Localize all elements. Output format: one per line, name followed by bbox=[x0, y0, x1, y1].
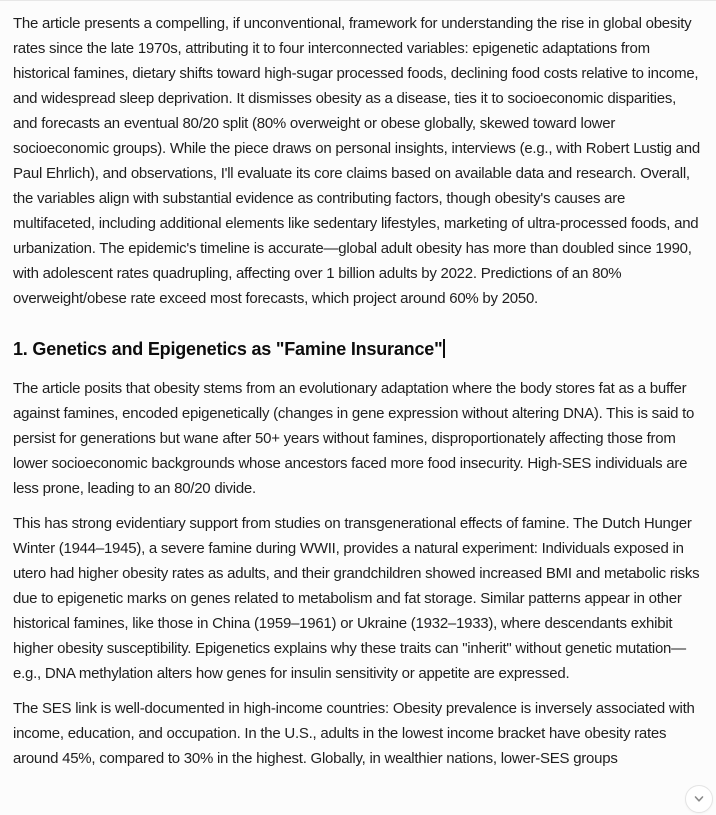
paragraph-ses-link: The SES link is well-documented in high-income countries: Obesity prevalence is inversely associated with income, education, and occupation. In the U.S., adults in the lowest income bracket have obesity rates around 45%, compared to 30% in the highest. Globally, in wealthier nations, lower-SES groups bbox=[13, 700, 695, 767]
intro-paragraph: The article presents a compelling, if unconventional, framework for understanding the rise in global obesity rates since the late 1970s, attributing it to four interconnected variables: epigenetic adaptations from historical famines, dietary shifts toward high-sugar processed foods, declining food costs relative to income, and widespread sleep deprivation. It dismisses obesity as a disease, ties it to socioeconomic disparities, and forecasts an eventual 80/20 split (80% overweight or obese globally, skewed toward lower socioeconomic groups). While the piece draws on personal insights, interviews (e.g., with Robert Lustig and Paul Ehrlich), and observations, I'll evaluate its core claims based on available data and research. Overall, the variables align with substantial evidence as contributing factors, though obesity's causes are multifaceted, including additional elements like sedentary lifestyles, marketing of ultra-processed foods, and urbanization. The epidemic's timeline is accurate—global adult obesity has more than doubled since 1990, with adolescent rates quadrupling, affecting over 1 billion adults by 2022. Predictions of an 80% overweight/obese rate exceed most forecasts, which project around 60% by 2050. bbox=[13, 15, 700, 307]
article-view bbox=[0, 1, 716, 771]
paragraph-famine-adaptation: The article posits that obesity stems from an evolutionary adaptation where the body stores fat as a buffer against famines, encoded epigenetically (changes in gene expression without altering DNA). This is said to persist for generations but wane after 50+ years without famines, disproportionately affecting those from lower socioeconomic backgrounds whose ancestors faced more food insecurity. High-SES individuals are less prone, leading to an 80/20 divide. bbox=[13, 380, 695, 497]
section-heading bbox=[13, 337, 702, 362]
paragraph-transgenerational-evidence: This has strong evidentiary support from studies on transgenerational effects of famine. The Dutch Hunger Winter (1944–1945), a severe famine during WWII, provides a natural experiment: Individuals exposed in utero had higher obesity rates as adults, and their grandchildren showed increased BMI and metabolic risks due to epigenetic marks on genes related to metabolism and fat storage. Similar patterns appear in other historical famines, like those in China (1959–1961) or Ukraine (1932–1933), where descendants exhibit higher obesity susceptibility. Epigenetics explains why these traits can "inherit" without genetic mutation—e.g., DNA methylation alters how genes for insulin sensitivity or appetite are expressed. bbox=[13, 515, 700, 682]
section-heading-text: 1. Genetics and Epigenetics as "Famine Insurance" bbox=[13, 339, 443, 359]
text-cursor bbox=[443, 339, 445, 358]
chevron-down-icon bbox=[692, 792, 706, 806]
scroll-to-bottom-button[interactable] bbox=[685, 785, 713, 813]
